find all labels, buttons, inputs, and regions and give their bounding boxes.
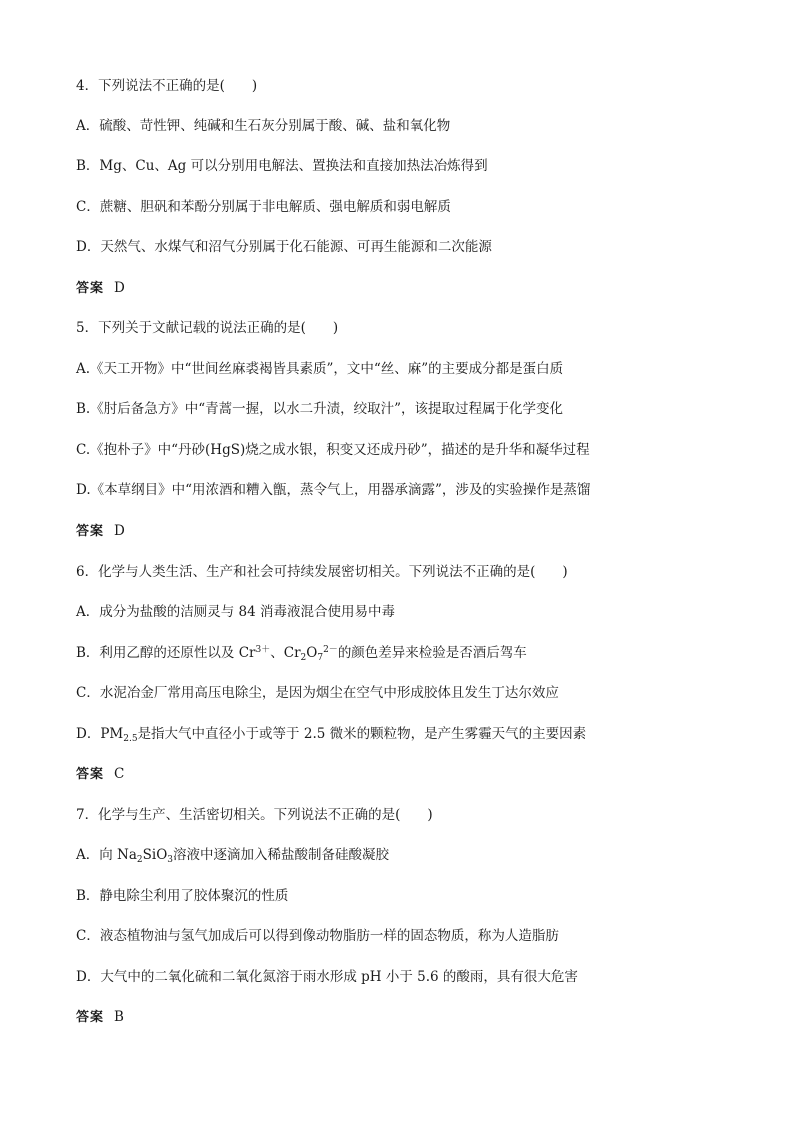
option-text: 的颜色差异来检验是否酒后驾车: [337, 645, 527, 661]
question-6-option-c: C．水泥冶金厂常用高压电除尘，是因为烟尘在空气中形成胶体且发生丁达尔效应: [76, 685, 559, 701]
question-7-option-d: D．大气中的二氧化硫和二氧化氮溶于雨水形成 pH 小于 5.6 的酸雨，具有很大危害: [76, 969, 578, 985]
question-5-answer: [76, 522, 125, 541]
option-text: D．PM: [76, 726, 124, 742]
option-text: A．向 Na: [76, 847, 137, 863]
charge-superscript: 2－: [323, 645, 338, 655]
question-4-option-b: B．Mg、Cu、Ag 可以分别用电解法、置换法和直接加热法冶炼得到: [76, 158, 488, 174]
answer-value: B: [114, 1009, 124, 1025]
answer-value: D: [114, 523, 125, 539]
answer-value: C: [114, 766, 125, 782]
question-7-option-c: C．液态植物油与氢气加成后可以得到像动物脂肪一样的固态物质，称为人造脂肪: [76, 928, 559, 944]
question-5-option-d: D.《本草纲目》中“用浓酒和糟入甑，蒸令气上，用器承滴露”，涉及的实验操作是蒸馏: [76, 482, 591, 498]
question-6-option-b: [76, 644, 527, 662]
question-4-option-c: C．蔗糖、胆矾和苯酚分别属于非电解质、强电解质和弱电解质: [76, 199, 451, 215]
question-5-option-c: C.《抱朴子》中“丹砂(HgS)烧之成水银，积变又还成丹砂”，描述的是升华和凝华过程: [76, 442, 590, 458]
question-5-option-a: A.《天工开物》中“世间丝麻裘褐皆具素质”，文中“丝、麻”的主要成分都是蛋白质: [76, 361, 564, 377]
option-text: O: [306, 645, 318, 661]
answer-label: 答案: [76, 524, 105, 539]
charge-superscript: 3＋: [255, 645, 271, 655]
formula-subscript: 7: [317, 653, 324, 663]
question-6-stem: 6．化学与人类生活、生产和社会可持续发展密切相关。下列说法不正确的是( ): [76, 564, 568, 580]
question-5-option-b: B.《肘后备急方》中“青蒿一握，以水二升渍，绞取汁”，该提取过程属于化学变化: [76, 401, 564, 417]
question-7-answer: [76, 1008, 124, 1027]
question-6-option-a: A．成分为盐酸的洁厕灵与 84 消毒液混合使用易中毒: [76, 604, 396, 620]
question-7-option-b: B．静电除尘利用了胶体聚沉的性质: [76, 888, 289, 904]
option-text: 、Cr: [270, 645, 301, 661]
question-5-stem: 5．下列关于文献记载的说法正确的是( ): [76, 320, 339, 336]
formula-subscript: 3: [167, 855, 174, 865]
question-7-stem: 7．化学与生产、生活密切相关。下列说法不正确的是( ): [76, 807, 433, 823]
question-4-stem: 4．下列说法不正确的是( ): [76, 78, 258, 94]
formula-subscript: 2: [300, 653, 307, 663]
formula-subscript: 2: [136, 855, 143, 865]
option-text: B．利用乙醇的还原性以及 Cr: [76, 645, 256, 661]
question-4-answer: [76, 279, 125, 298]
question-4-option-a: A．硫酸、苛性钾、纯碱和生石灰分别属于酸、碱、盐和氧化物: [76, 118, 451, 134]
answer-label: 答案: [76, 281, 105, 296]
option-text: 溶液中逐滴加入稀盐酸制备硅酸凝胶: [173, 847, 390, 863]
option-text: SiO: [142, 847, 168, 863]
formula-subscript: 2.5: [123, 734, 138, 744]
answer-label: 答案: [76, 1010, 105, 1025]
answer-label: 答案: [76, 767, 105, 782]
answer-value: D: [114, 280, 125, 296]
question-7-option-a: [76, 846, 389, 864]
option-text: 是指大气中直径小于或等于 2.5 微米的颗粒物，是产生雾霾天气的主要因素: [137, 726, 587, 742]
question-6-option-d: [76, 725, 586, 743]
question-4-option-d: D．天然气、水煤气和沼气分别属于化石能源、可再生能源和二次能源: [76, 239, 492, 255]
question-6-answer: [76, 765, 124, 784]
